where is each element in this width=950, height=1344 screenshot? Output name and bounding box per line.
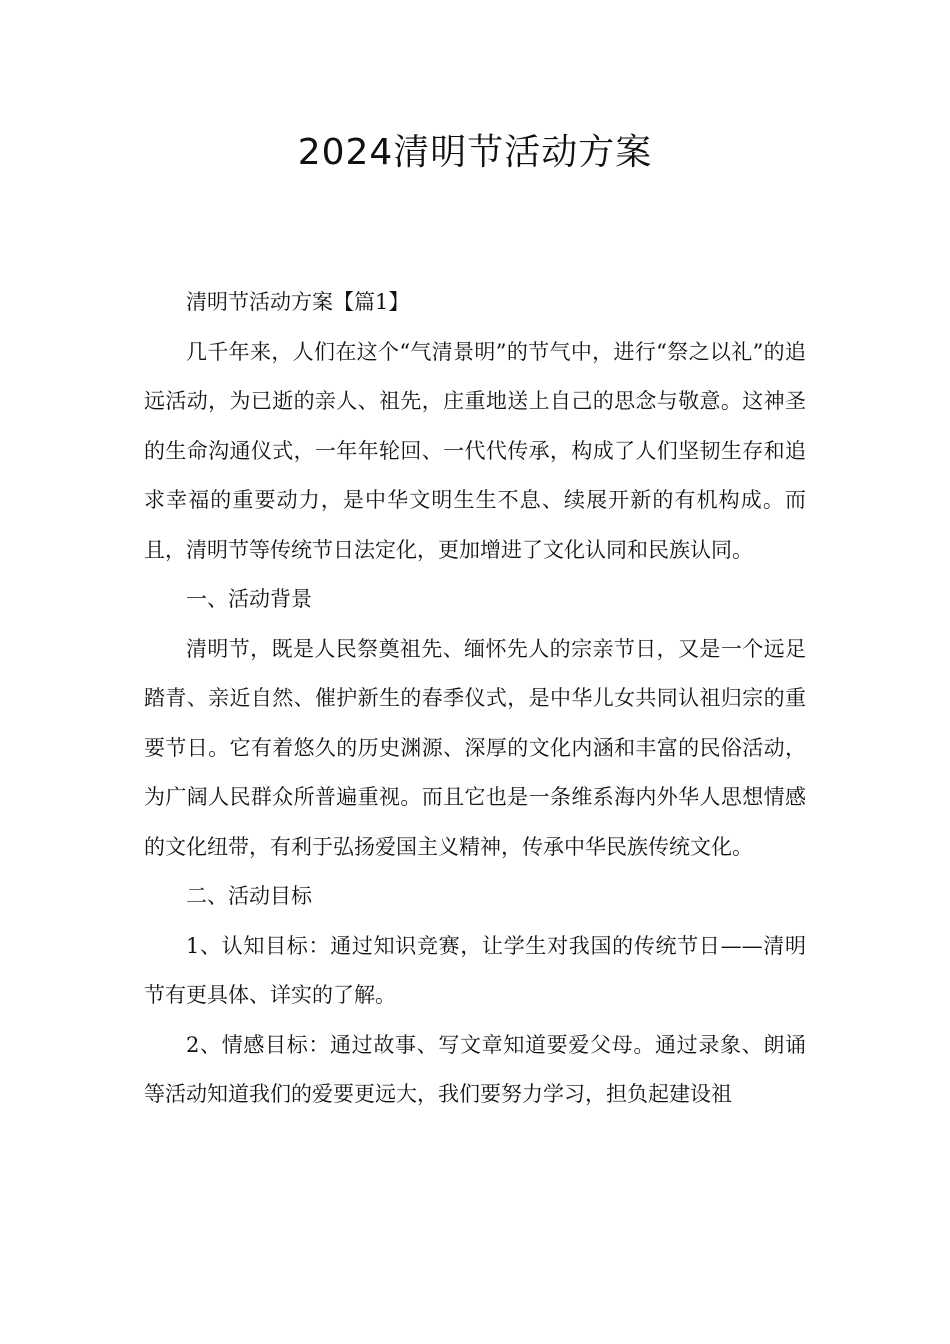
- background-paragraph: 清明节，既是人民祭奠祖先、缅怀先人的宗亲节日，又是一个远足踏青、亲近自然、催护新生的春季仪式，是中华儿女共同认祖归宗的重要节日。它有着悠久的历史渊源、深厚的文化内涵和丰富的民俗活动，为广阔人民群众所普遍重视。而且它也是一条维系海内外华人思想情感的文化纽带，有利于弘扬爱国主义精神，传承中华民族传统文化。: [144, 636, 806, 859]
- intro-paragraph: 几千年来，人们在这个“气清景明”的节气中，进行“祭之以礼”的追远活动，为已逝的亲人、祖先，庄重地送上自己的思念与敬意。这神圣的生命沟通仪式，一年年轮回、一代代传承，构成了人们坚韧生存和追求幸福的重要动力，是中华文明生生不息、续展开新的有机构成。而且，清明节等传统节日法定化，更加增进了文化认同和民族认同。: [144, 339, 806, 562]
- document-body: [144, 278, 806, 1120]
- section-heading-goals: 二、活动目标: [186, 884, 312, 908]
- section-heading-background: 一、活动背景: [186, 587, 312, 611]
- goal-cognitive-paragraph: 1、认知目标：通过知识竞赛，让学生对我国的传统节日——清明节有更具体、详实的了解。: [144, 933, 806, 1007]
- section-heading-part1: 清明节活动方案【篇1】: [186, 290, 410, 314]
- document-title: 2024清明节活动方案: [297, 132, 653, 173]
- goal-emotional-paragraph: 2、情感目标：通过故事、写文章知道要爱父母。通过录象、朗诵等活动知道我们的爱要更远大，我们要努力学习，担负起建设祖: [144, 1032, 806, 1106]
